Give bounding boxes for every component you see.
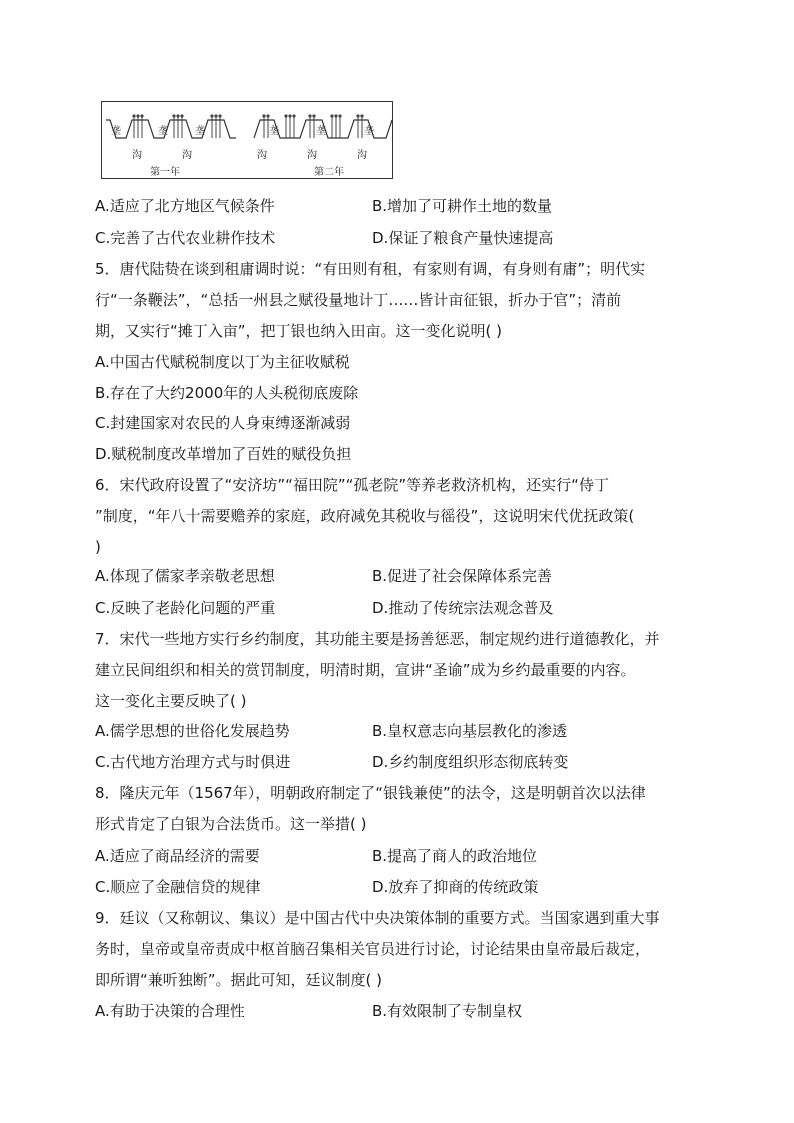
q4-option-a: A.适应了北方地区气候条件: [95, 197, 275, 215]
q7-option-d: D.乡约制度组织形态彻底转变: [372, 753, 569, 771]
q6-option-d: D.推动了传统宗法观念普及: [372, 599, 554, 617]
q4-option-b: B.增加了可耕作土地的数量: [372, 197, 553, 215]
q9-stem-line-3: 即所谓“兼听独断”。据此可知，廷议制度( ): [95, 971, 383, 989]
q5-option-c: C.封建国家对农民的人身束缚逐渐减弱: [95, 414, 351, 432]
q7-stem-line-3: 这一变化主要反映了( ): [95, 692, 247, 710]
q5-option-b: B.存在了大约2000年的人头税彻底废除: [95, 384, 359, 402]
ditch-label-4: 沟: [307, 150, 317, 161]
figure-caption-year2: 第二年: [314, 167, 344, 178]
figure-caption-year1: 第一年: [150, 167, 180, 178]
ridge-ditch-diagram: [102, 102, 394, 180]
q6-option-b: B.促进了社会保障体系完善: [372, 567, 553, 585]
ditch-label-2: 沟: [182, 150, 192, 161]
ridge-label-1: 垄: [111, 126, 121, 137]
ridge-label-2: 垄: [158, 126, 168, 137]
q9-stem-line-2: 务时，皇帝或皇帝责成中枢首脑召集相关官员进行讨论，讨论结果由皇帝最后裁定，: [95, 940, 651, 958]
ditch-label-3: 沟: [257, 150, 267, 161]
q6-option-c: C.反映了老龄化问题的严重: [95, 599, 276, 617]
q7-option-a: A.儒学思想的世俗化发展趋势: [95, 722, 290, 740]
q9-option-a: A.有助于决策的合理性: [95, 1002, 245, 1020]
q6-stem-line-2: ”制度，“年八十需要赡养的家庭，政府减免其税收与徭役”，这说明宋代优抚政策(: [95, 507, 635, 525]
q8-stem-line-1: 8．隆庆元年（1567年），明朝政府制定了“银钱兼使”的法令，这是明朝首次以法律: [95, 784, 646, 802]
ridge-label-5: 垄: [316, 126, 326, 137]
q5-stem-line-3: 期，又实行“摊丁入亩”，把丁银也纳入田亩。这一变化说明( ): [95, 322, 503, 340]
q7-option-b: B.皇权意志向基层教化的渗透: [372, 722, 568, 740]
ridge-label-3: 垄: [195, 126, 205, 137]
q5-stem-line-2: 行“一条鞭法”，“总括一州县之赋役量地计丁……皆计亩征银，折办于官”；清前: [95, 291, 622, 309]
ridge-ditch-figure: [101, 101, 393, 179]
q7-stem-line-1: 7．宋代一些地方实行乡约制度，其功能主要是扬善惩恶，制定规约进行道德教化，并: [95, 630, 660, 648]
q4-option-c: C.完善了古代农业耕作技术: [95, 229, 276, 247]
q8-option-d: D.放弃了抑商的传统政策: [372, 878, 539, 896]
q6-stem-line-3: ): [95, 538, 101, 556]
q9-stem-line-1: 9．廷议（又称朝议、集议）是中国古代中央决策体制的重要方式。当国家遇到重大事: [95, 909, 660, 927]
ditch-label-5: 沟: [357, 150, 367, 161]
ridge-label-6: 垄: [364, 126, 374, 137]
q6-option-a: A.体现了儒家孝亲敬老思想: [95, 567, 275, 585]
q7-stem-line-2: 建立民间组织和相关的赏罚制度，明清时期，宣讲“圣谕”成为乡约最重要的内容。: [95, 661, 636, 679]
q9-option-b: B.有效限制了专制皇权: [372, 1002, 523, 1020]
q8-option-a: A.适应了商品经济的需要: [95, 847, 260, 865]
q5-stem-line-1: 5．唐代陆贽在谈到租庸调时说：“有田则有租，有家则有调，有身则有庸”；明代实: [95, 260, 646, 278]
q8-option-c: C.顺应了金融信贷的规律: [95, 878, 261, 896]
q5-option-d: D.赋税制度改革增加了百姓的赋役负担: [95, 445, 352, 463]
ridge-label-4: 垄: [269, 126, 279, 137]
q8-stem-line-2: 形式肯定了白银为合法货币。这一举措( ): [95, 815, 367, 833]
q5-option-a: A.中国古代赋税制度以丁为主征收赋税: [95, 353, 350, 371]
q7-option-c: C.古代地方治理方式与时俱进: [95, 753, 291, 771]
ditch-label-1: 沟: [132, 150, 142, 161]
q6-stem-line-1: 6．宋代政府设置了“安济坊”“福田院”“孤老院”等养老救济机构，还实行“侍丁: [95, 476, 609, 494]
q4-option-d: D.保证了粮食产量快速提高: [372, 229, 554, 247]
q8-option-b: B.提高了商人的政治地位: [372, 847, 538, 865]
